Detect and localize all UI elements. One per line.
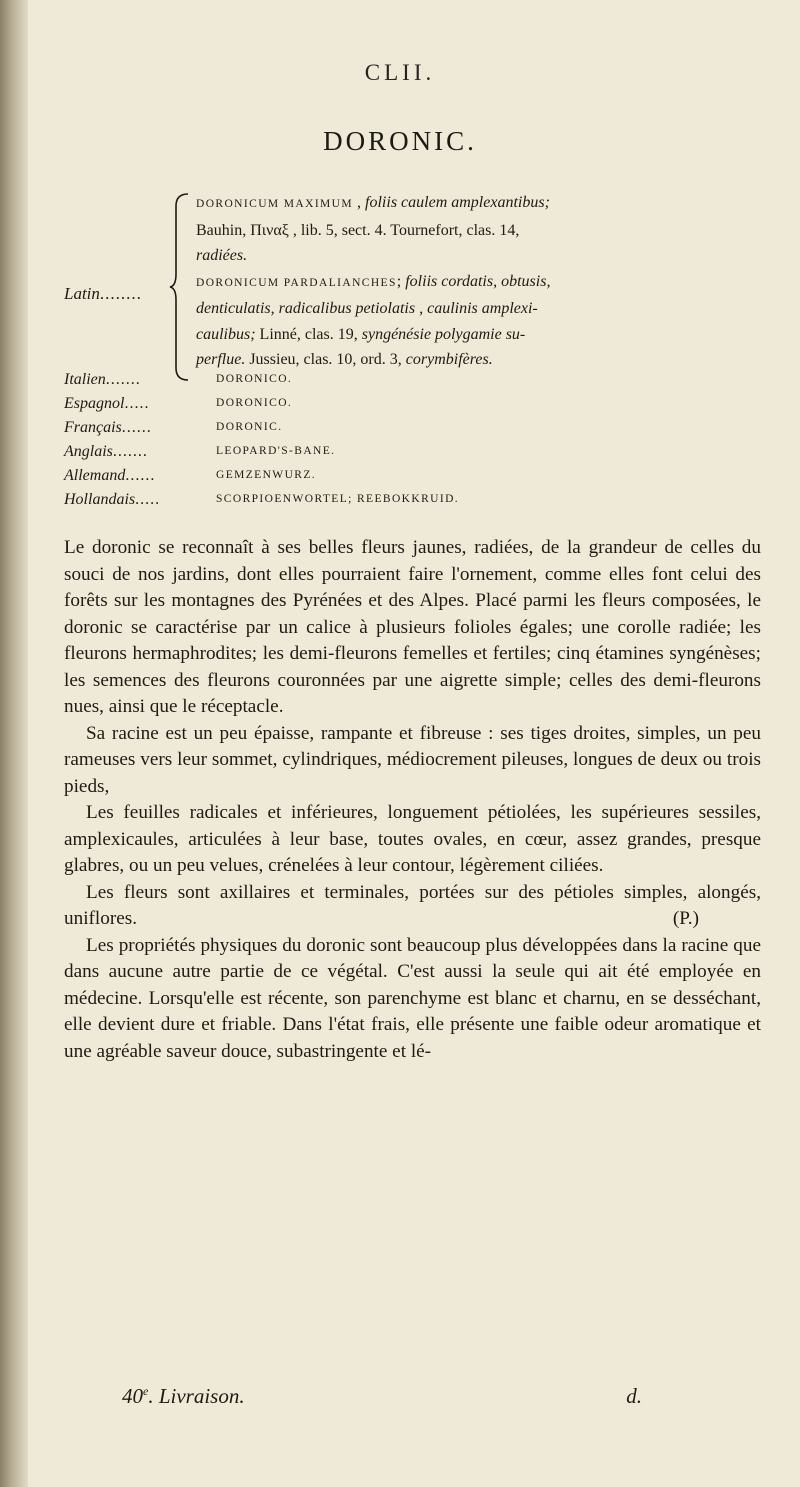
language-name: Italien xyxy=(64,371,106,388)
latin-description: foliis caulem amplexantibus; xyxy=(365,194,550,211)
livraison-label: Livraison. xyxy=(158,1384,245,1408)
language-dots: ..... xyxy=(124,395,150,412)
language-value: SCORPIOENWORTEL; REEBOKKRUID. xyxy=(216,493,460,505)
language-value: DORONICO. xyxy=(216,373,293,385)
language-row xyxy=(64,443,764,465)
paragraph: Les feuilles radicales et inférieures, longuement pétiolées, les supérieures sessiles, amplexicaules, articulées à leur base, toutes ovales, en cœur, assez grandes, presque glabres, ou un peu velues, crénelées à leur contour, légèrement ciliées. xyxy=(64,802,761,876)
language-name: Espagnol xyxy=(64,395,125,412)
latin-label-dots: ........ xyxy=(99,284,142,303)
latin-line xyxy=(196,218,756,244)
livraison-number: 40 xyxy=(122,1384,143,1408)
language-row xyxy=(64,419,764,441)
latin-description: foliis cordatis, obtusis, xyxy=(405,272,551,290)
latin-line xyxy=(196,322,756,348)
latin-label-text: Latin xyxy=(64,284,100,303)
language-name: Hollandais xyxy=(64,491,136,508)
language-name: Anglais xyxy=(64,443,113,460)
language-dots: ...... xyxy=(125,467,156,484)
latin-text: , xyxy=(353,194,366,211)
language-dots: ..... xyxy=(135,491,161,508)
language-row xyxy=(64,491,764,513)
language-name: Allemand xyxy=(64,467,126,484)
language-value: DORONIC. xyxy=(216,421,283,433)
latin-line xyxy=(196,243,756,269)
paragraph: Le doronic se reconnaît à ses belles fleurs jaunes, radiées, de la grandeur de celles du souci de nos jardins, dont elles pourraient faire l'ornement, comme elles font celui des forêts sur les montagnes des Pyrénées et des Alpes. Placé parmi les fleurs composées, le doronic se caractérise par un calice à plusieurs folioles égales; une corolle radiée; les fleurons hermaphrodites; les demi-fleurons femelles et fertiles; cinq étamines syngénèses; les semences des fleurons couronnées par une aigrette simple; celles des demi-fleurons nues, ainsi que le réceptacle. xyxy=(64,537,761,717)
latin-text: ; xyxy=(396,272,406,290)
page-title: DORONIC. xyxy=(323,126,477,156)
body-text xyxy=(64,535,761,1065)
latin-description: corymbifères. xyxy=(405,351,493,368)
latin-line xyxy=(196,347,756,373)
language-value: LEOPARD'S-BANE. xyxy=(216,445,336,457)
footer: 40e. Livraison. d. xyxy=(122,1384,642,1408)
language-row xyxy=(64,371,764,393)
language-value: GEMZENWURZ. xyxy=(216,469,317,481)
author-mark: (P.) xyxy=(672,908,699,929)
language-dots: ...... xyxy=(121,419,152,436)
paragraph xyxy=(64,880,761,933)
latin-line xyxy=(196,296,756,322)
latin-description: radiées. xyxy=(196,247,248,264)
latin-line xyxy=(196,269,756,297)
language-value: DORONICO. xyxy=(216,397,293,409)
latin-label xyxy=(64,284,142,304)
paragraph-text: Les fleurs sont axillaires et terminales, portées sur des pétioles simples, alongés, uniflores. xyxy=(64,881,761,929)
page-binding-edge xyxy=(0,0,28,1487)
latin-description: perflue. xyxy=(196,351,246,368)
latin-description: caulibus; xyxy=(196,325,256,343)
latin-name: DORONICUM MAXIMUM xyxy=(196,198,354,210)
language-dots: ....... xyxy=(105,371,141,388)
latin-description: syngénésie polygamie su- xyxy=(361,325,526,343)
latin-reference: Bauhin, Πιναξ , lib. 5, sect. 4. Tournefort, clas. 14, xyxy=(196,221,520,239)
latin-synonyms xyxy=(196,190,756,373)
latin-description: denticulatis, radicalibus petiolatis , caulinis amplexi- xyxy=(196,300,538,317)
plate-number: CLII. xyxy=(364,60,436,85)
language-row xyxy=(64,467,764,489)
latin-name: DORONICUM PARDALIANCHES xyxy=(196,276,397,289)
language-dots: ....... xyxy=(112,443,148,460)
paragraph: Les propriétés physiques du doronic sont beaucoup plus développées dans la racine que dans aucune autre partie de ce végétal. C'est aussi la seule qui ait été employée en médecine. Lorsqu'elle est récente, son parenchyme est blanc et charnu, en se desséchant, elle devient dure et friable. Dans l'état frais, elle présente une faible odeur aromatique et une agréable saveur douce, subastringente et lé- xyxy=(64,934,761,1062)
latin-reference: Jussieu, clas. 10, ord. 3, xyxy=(245,351,406,368)
livraison-suffix: e xyxy=(143,1384,149,1398)
language-name: Français xyxy=(64,419,122,436)
language-row xyxy=(64,395,764,417)
curly-brace-icon xyxy=(168,192,194,382)
paragraph: Sa racine est un peu épaisse, rampante et fibreuse : ses tiges droites, simples, un peu rameuses vers leur sommet, cylindriques, médiocrement pileuses, longues de deux ou trois pieds, xyxy=(64,722,761,797)
latin-reference: Linné, clas. 19, xyxy=(255,325,362,343)
signature-mark: d. xyxy=(626,1384,642,1408)
latin-line xyxy=(196,190,756,218)
